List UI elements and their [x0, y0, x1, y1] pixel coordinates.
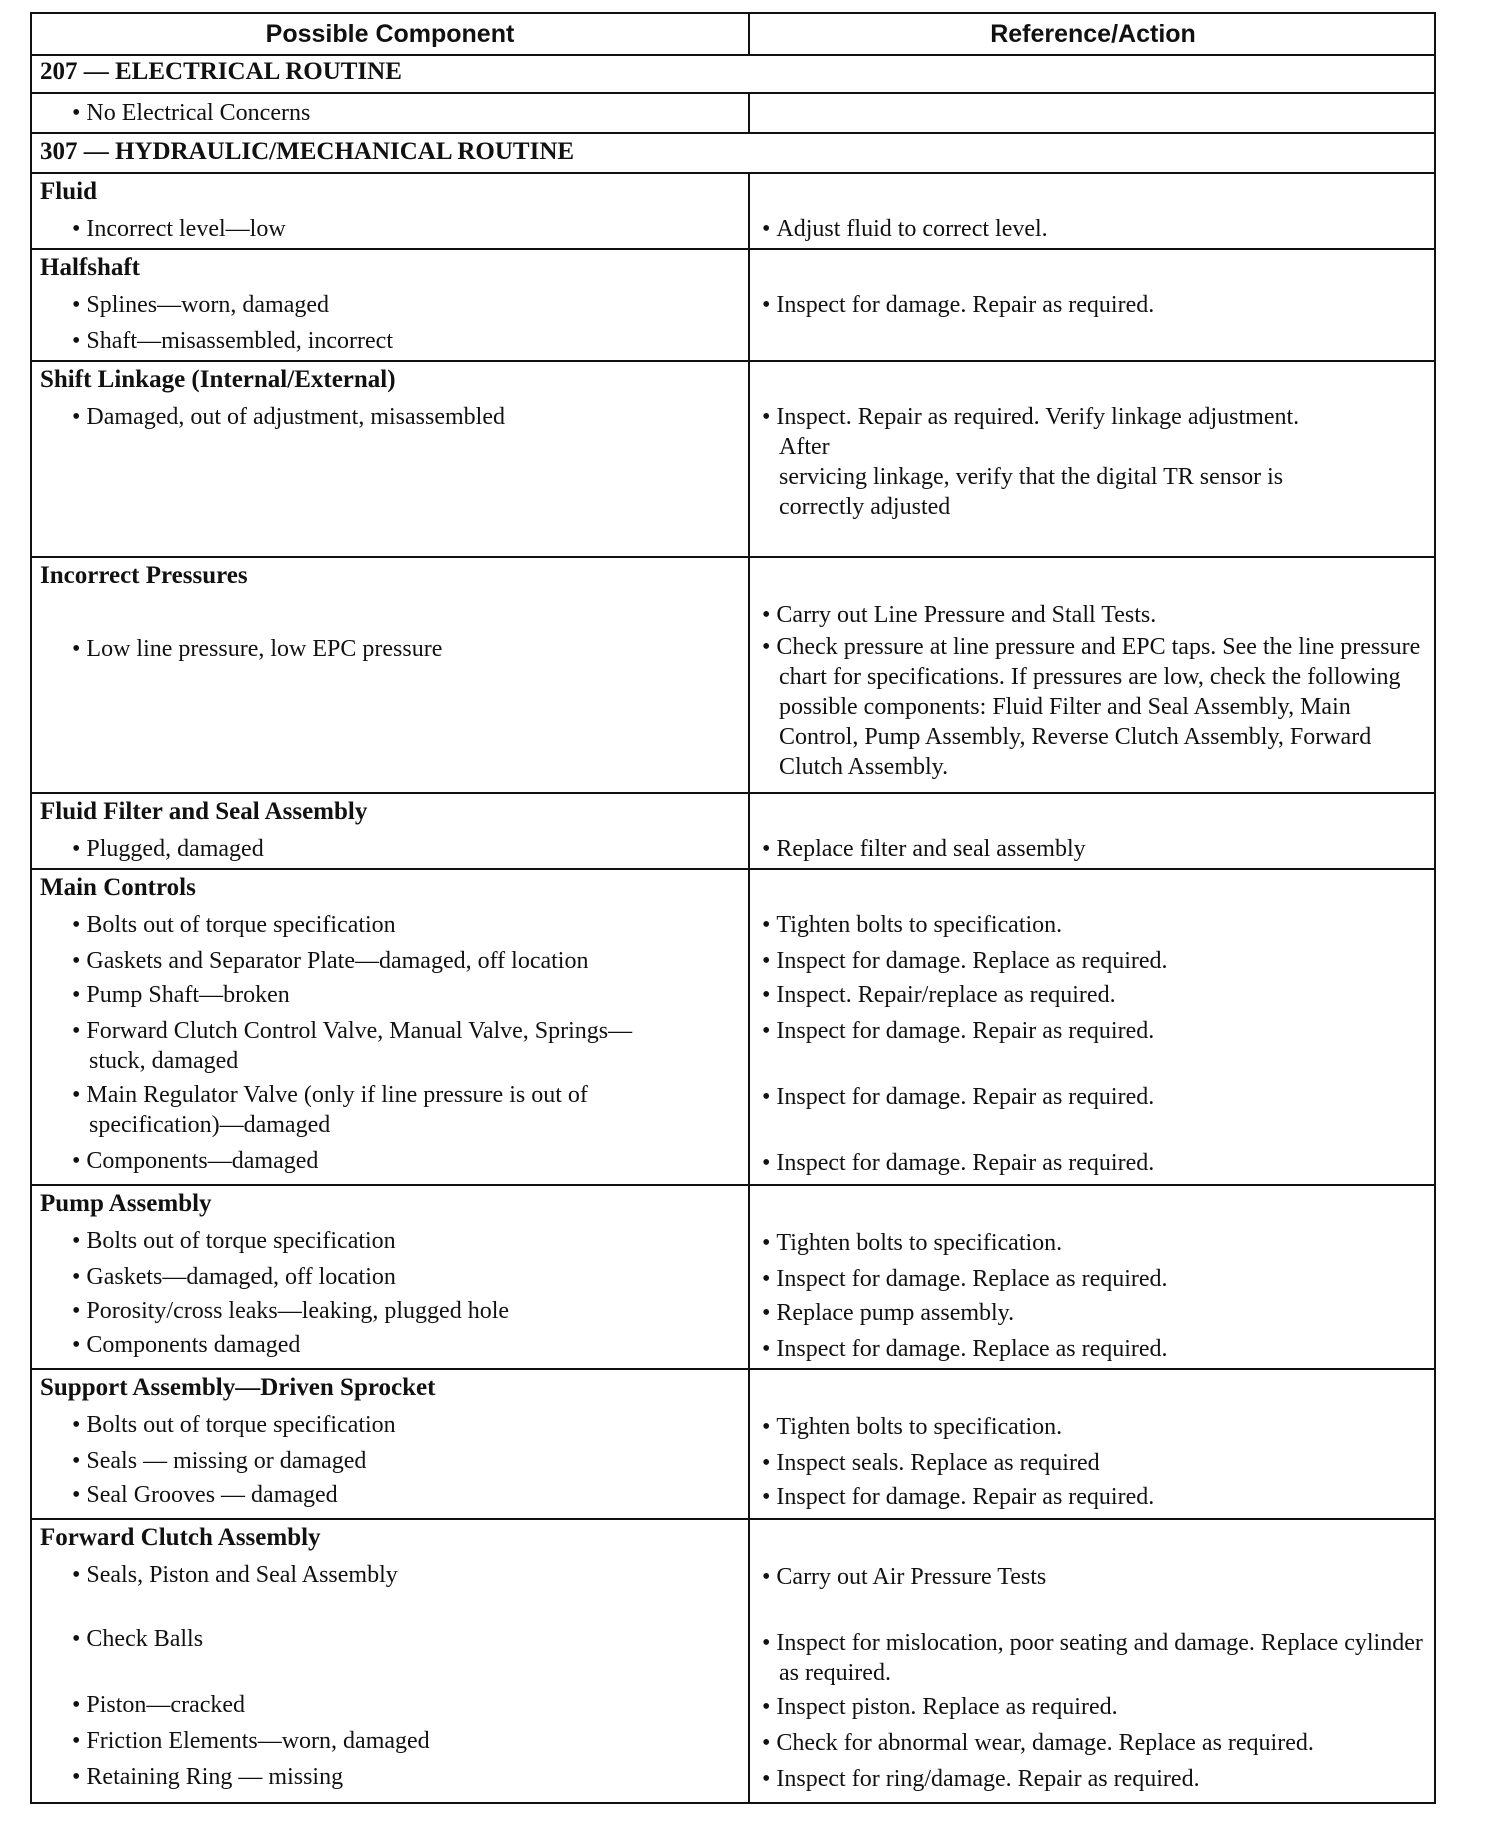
- list-item: • Piston—cracked: [72, 1692, 246, 1718]
- header-possible-component: Possible Component: [265, 20, 515, 48]
- group-incorrect-pressures: [32, 558, 1434, 794]
- action-text: Tighten bolts to specification.: [776, 912, 1063, 938]
- list-item: • Low line pressure, low EPC pressure: [72, 636, 443, 662]
- list-item: • Components—damaged: [72, 1148, 319, 1174]
- action-item: • Inspect for damage. Repair as required.: [762, 1484, 1155, 1510]
- group-title: Fluid: [40, 178, 97, 205]
- table-row: [32, 94, 1434, 134]
- action-item: • Inspect seals. Replace as required: [762, 1450, 1100, 1476]
- list-item: • Seal Grooves — damaged: [72, 1482, 338, 1508]
- list-item: • Forward Clutch Control Valve, Manual Valve, Springs—stuck, damaged: [72, 1018, 633, 1074]
- list-item: • Plugged, damaged: [72, 836, 264, 862]
- list-item: • Shaft—misassembled, incorrect: [72, 328, 393, 354]
- list-item: • Damaged, out of adjustment, misassembled: [72, 404, 505, 430]
- item-text: Damaged, out of adjustment, misassembled: [86, 404, 505, 430]
- item-text: Seals — missing or damaged: [86, 1448, 367, 1474]
- action-continuation: correctly adjusted: [779, 494, 951, 520]
- column-divider: [748, 1186, 750, 1368]
- group-pump-assembly: [32, 1186, 1434, 1370]
- action-item: • Inspect for damage. Repair as required.: [762, 1150, 1155, 1176]
- list-item: • Main Regulator Valve (only if line pressure is out of specification)—damaged: [72, 1082, 588, 1138]
- action-item: • Inspect. Repair/replace as required.: [762, 982, 1116, 1008]
- group-title: Support Assembly—Driven Sprocket: [40, 1374, 436, 1401]
- action-item: • Check for abnormal wear, damage. Replace as required.: [762, 1730, 1314, 1756]
- item-text: Forward Clutch Control Valve, Manual Valve, Springs—stuck, damaged: [86, 1018, 633, 1074]
- group-title: Halfshaft: [40, 254, 140, 281]
- action-text: Inspect for damage. Repair as required.: [776, 292, 1155, 318]
- group-title: Main Controls: [40, 874, 196, 901]
- group-title: Fluid Filter and Seal Assembly: [40, 798, 368, 825]
- action-text: Inspect for damage. Repair as required.: [776, 1084, 1155, 1110]
- action-continuation: servicing linkage, verify that the digital TR sensor is: [779, 464, 1284, 490]
- action-text: Replace pump assembly.: [776, 1300, 1015, 1326]
- section-title: 207 — ELECTRICAL ROUTINE: [40, 58, 402, 85]
- column-divider: [748, 362, 750, 556]
- item-text: Incorrect level—low: [86, 216, 286, 242]
- action-text: Inspect for damage. Repair as required.: [776, 1484, 1155, 1510]
- action-item: • Inspect for mislocation, poor seating and damage. Replace cylinder as required.: [762, 1630, 1423, 1686]
- header-reference-action: Reference/Action: [990, 20, 1196, 48]
- action-text: Inspect for mislocation, poor seating and damage. Replace cylinder as required.: [776, 1630, 1423, 1686]
- section-hydraulic-mechanical-routine: [32, 134, 1434, 174]
- item-text: Gaskets—damaged, off location: [86, 1264, 396, 1290]
- item-text: Low line pressure, low EPC pressure: [86, 636, 443, 662]
- item-text: Bolts out of torque specification: [86, 1412, 396, 1438]
- list-item: • Porosity/cross leaks—leaking, plugged hole: [72, 1298, 510, 1324]
- action-item: • Adjust fluid to correct level.: [762, 216, 1048, 242]
- list-item: • Seals — missing or damaged: [72, 1448, 367, 1474]
- action-text: Tighten bolts to specification.: [776, 1230, 1063, 1256]
- column-divider: [748, 558, 750, 792]
- action-text: Inspect for damage. Repair as required.: [776, 1018, 1155, 1044]
- item-text: Main Regulator Valve (only if line pressure is out of specification)—damaged: [86, 1082, 588, 1138]
- table-header: [32, 14, 1434, 56]
- item-text: Friction Elements—worn, damaged: [86, 1728, 430, 1754]
- action-item: • Inspect piston. Replace as required.: [762, 1694, 1118, 1720]
- column-divider: [748, 1370, 750, 1518]
- item-text: No Electrical Concerns: [86, 100, 311, 126]
- group-fluid-filter: [32, 794, 1434, 870]
- action-item: • Replace filter and seal assembly: [762, 836, 1086, 862]
- item-text: Components—damaged: [86, 1148, 319, 1174]
- group-title: Pump Assembly: [40, 1190, 212, 1217]
- item-text: Porosity/cross leaks—leaking, plugged hole: [86, 1298, 510, 1324]
- group-shift-linkage: [32, 362, 1434, 558]
- column-divider: [748, 14, 750, 54]
- list-item: • Check Balls: [72, 1626, 204, 1652]
- group-title: Shift Linkage (Internal/External): [40, 366, 396, 393]
- list-item: • Seals, Piston and Seal Assembly: [72, 1562, 398, 1588]
- list-item: • Pump Shaft—broken: [72, 982, 290, 1008]
- action-item: • Carry out Air Pressure Tests: [762, 1564, 1047, 1590]
- item-text: Retaining Ring — missing: [86, 1764, 344, 1790]
- action-text: Carry out Air Pressure Tests: [776, 1564, 1047, 1590]
- item-text: Bolts out of torque specification: [86, 1228, 396, 1254]
- group-title: Incorrect Pressures: [40, 562, 248, 589]
- action-text: Inspect. Repair/replace as required.: [776, 982, 1116, 1008]
- item-text: Seal Grooves — damaged: [86, 1482, 338, 1508]
- action-item: • Inspect for damage. Repair as required.: [762, 1084, 1155, 1110]
- action-text: Inspect for damage. Repair as required.: [776, 1150, 1155, 1176]
- item-text: Splines—worn, damaged: [86, 292, 330, 318]
- column-divider: [748, 174, 750, 248]
- group-fluid: [32, 174, 1434, 250]
- item-text: Check Balls: [86, 1626, 204, 1652]
- list-item: • Bolts out of torque specification: [72, 1412, 396, 1438]
- action-item: • Tighten bolts to specification.: [762, 1414, 1063, 1440]
- group-title: Forward Clutch Assembly: [40, 1524, 321, 1551]
- section-title: 307 — HYDRAULIC/MECHANICAL ROUTINE: [40, 138, 575, 165]
- action-item: • Inspect. Repair as required. Verify linkage adjustment.: [762, 404, 1300, 430]
- action-item: • Inspect for damage. Replace as required.: [762, 948, 1168, 974]
- action-item: • Check pressure at line pressure and EPC taps. See the line pressure chart for specifications. If pressures are low, check the following possible components: Fluid Filter and Seal Assembly, Main Control, Pump Assembly, Reverse Clutch Assembly, Forward Clutch Assembly.: [762, 634, 1421, 780]
- action-text: Carry out Line Pressure and Stall Tests.: [776, 602, 1157, 628]
- group-halfshaft: [32, 250, 1434, 362]
- item-text: Gaskets and Separator Plate—damaged, off location: [86, 948, 589, 974]
- column-divider: [748, 870, 750, 1184]
- item-text: Components damaged: [86, 1332, 301, 1358]
- group-main-controls: [32, 870, 1434, 1186]
- list-item: • Gaskets—damaged, off location: [72, 1264, 396, 1290]
- list-item: • Components damaged: [72, 1332, 301, 1358]
- action-text: Inspect piston. Replace as required.: [776, 1694, 1118, 1720]
- item-text: Piston—cracked: [86, 1692, 246, 1718]
- action-text: Check pressure at line pressure and EPC taps. See the line pressure chart for specifications. If pressures are low, check the following possible components: Fluid Filter and Seal Assembly, Main Control, Pump Assembly, Reverse Clutch Assembly, Forward Clutch Assembly.: [776, 634, 1421, 780]
- action-item: • Inspect for damage. Replace as required.: [762, 1336, 1168, 1362]
- action-item: • Carry out Line Pressure and Stall Tests.: [762, 602, 1157, 628]
- list-item: • Incorrect level—low: [72, 216, 286, 242]
- action-continuation: After: [779, 434, 830, 460]
- action-text: Inspect seals. Replace as required: [776, 1450, 1100, 1476]
- list-item: • Gaskets and Separator Plate—damaged, off location: [72, 948, 589, 974]
- action-text: Inspect. Repair as required. Verify linkage adjustment.: [776, 404, 1300, 430]
- list-item: • Retaining Ring — missing: [72, 1764, 344, 1790]
- action-text: Inspect for damage. Replace as required.: [776, 1266, 1168, 1292]
- action-item: • Tighten bolts to specification.: [762, 1230, 1063, 1256]
- group-support-assembly: [32, 1370, 1434, 1520]
- item-text: Pump Shaft—broken: [86, 982, 290, 1008]
- action-text: Inspect for ring/damage. Repair as required.: [776, 1766, 1200, 1792]
- action-item: • Inspect for damage. Repair as required.: [762, 1018, 1155, 1044]
- action-item: • Tighten bolts to specification.: [762, 912, 1063, 938]
- list-item: • No Electrical Concerns: [72, 100, 311, 126]
- column-divider: [748, 794, 750, 868]
- action-item: • Inspect for ring/damage. Repair as required.: [762, 1766, 1200, 1792]
- action-item: • Replace pump assembly.: [762, 1300, 1015, 1326]
- item-text: Shaft—misassembled, incorrect: [86, 328, 393, 354]
- list-item: • Bolts out of torque specification: [72, 912, 396, 938]
- item-text: Seals, Piston and Seal Assembly: [86, 1562, 398, 1588]
- column-divider: [748, 250, 750, 360]
- action-text: Inspect for damage. Replace as required.: [776, 1336, 1168, 1362]
- group-forward-clutch-assembly: [32, 1520, 1434, 1804]
- action-text: Adjust fluid to correct level.: [776, 216, 1048, 242]
- column-divider: [748, 1520, 750, 1804]
- action-text: Check for abnormal wear, damage. Replace as required.: [776, 1730, 1314, 1756]
- list-item: • Splines—worn, damaged: [72, 292, 330, 318]
- action-text: Inspect for damage. Replace as required.: [776, 948, 1168, 974]
- section-electrical-routine: [32, 54, 1434, 94]
- list-item: • Friction Elements—worn, damaged: [72, 1728, 430, 1754]
- action-text: Replace filter and seal assembly: [776, 836, 1086, 862]
- list-item: • Bolts out of torque specification: [72, 1228, 396, 1254]
- action-text: Tighten bolts to specification.: [776, 1414, 1063, 1440]
- item-text: Plugged, damaged: [86, 836, 264, 862]
- troubleshooting-table: [30, 12, 1436, 1804]
- action-item: • Inspect for damage. Repair as required.: [762, 292, 1155, 318]
- item-text: Bolts out of torque specification: [86, 912, 396, 938]
- column-divider: [748, 94, 750, 132]
- action-item: • Inspect for damage. Replace as required.: [762, 1266, 1168, 1292]
